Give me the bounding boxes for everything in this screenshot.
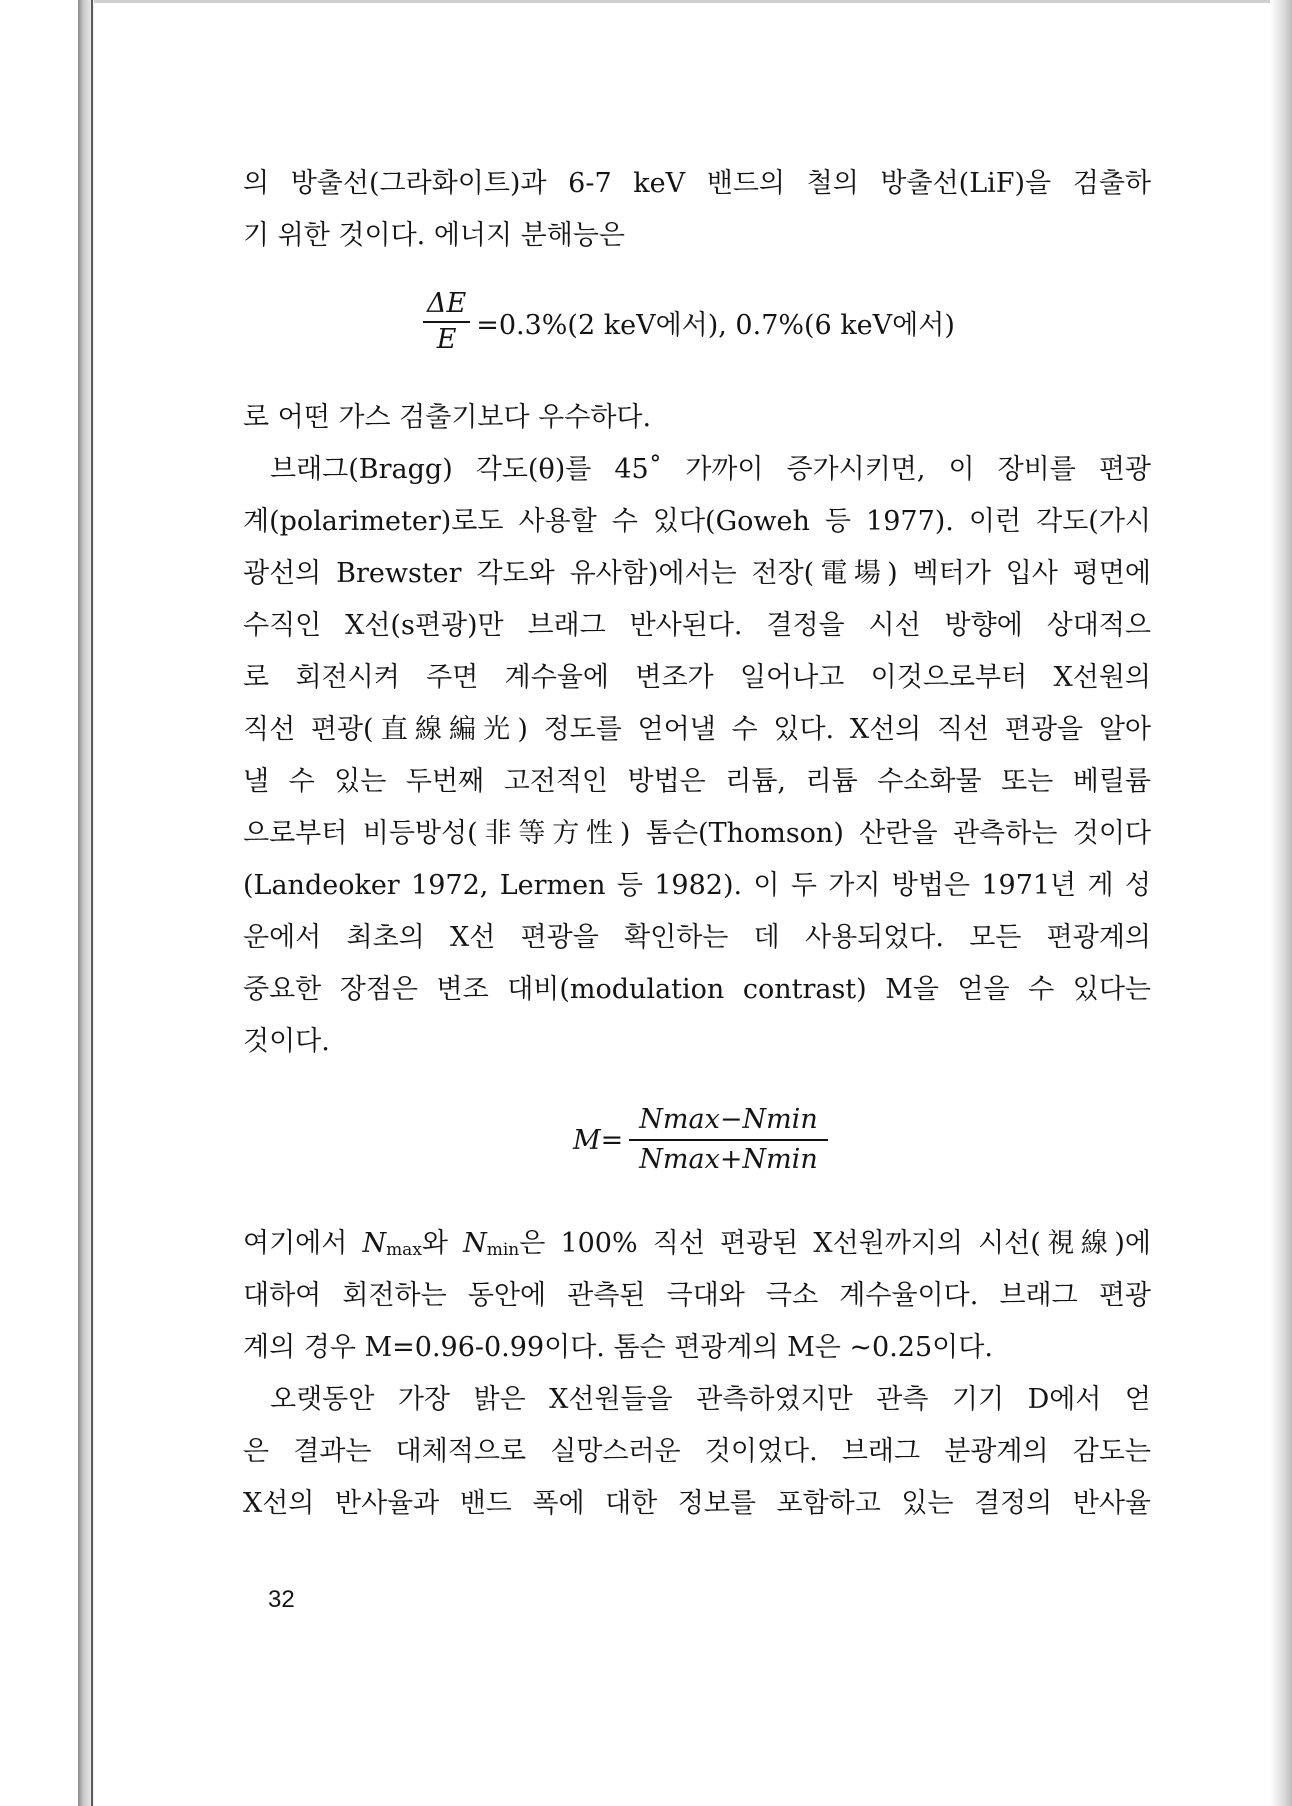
fraction-denominator: E	[436, 324, 457, 355]
fraction-delta-e-over-e	[423, 287, 470, 357]
text-line: 수직인 X선(s편광)만 브래그 반사된다. 결정을 시선 방향에 상대적으	[243, 610, 1151, 641]
text-fragment: 은 100% 직선 편광된 X선원까지의 시선(視線)에	[519, 1228, 1151, 1259]
text-fragment: 여기에서	[243, 1228, 348, 1259]
page-body	[243, 158, 1151, 1530]
text-line: 계(polarimeter)로도 사용할 수 있다(Goweh 등 1977). 이런 각도(가시	[243, 506, 1151, 537]
text-line: 직선 편광(直線編光) 정도를 얻어낼 수 있다. X선의 직선 편광을 알아	[243, 714, 1151, 745]
text-line: 브래그(Bragg) 각도(θ)를 45˚ 가까이 증가시키면, 이 장비를 편광	[270, 454, 1151, 485]
fraction-denominator: Nmax+Nmin	[639, 1144, 818, 1175]
text-line: 것이다.	[243, 1026, 330, 1057]
energy-resolution-formula	[243, 278, 1151, 370]
n-max-symbol: Nmax	[362, 1228, 422, 1260]
text-line: X선의 반사율과 밴드 폭에 대한 정보를 포함하고 있는 결정의 반사율	[243, 1488, 1151, 1519]
text-line: 운에서 최초의 X선 편광을 확인하는 데 사용되었다. 모든 편광계의	[243, 922, 1151, 953]
text-line: 낼 수 있는 두번째 고전적인 방법은 리튬, 리튬 수소화물 또는 베릴륨	[243, 766, 1151, 797]
text-line	[243, 1218, 1151, 1270]
text-line: 계의 경우 M=0.96-0.99이다. 톰슨 편광계의 M은 ~0.25이다.	[243, 1332, 993, 1363]
text-line: 로 어떤 가스 검출기보다 우수하다.	[243, 402, 652, 433]
subscript: max	[386, 1240, 422, 1260]
text-line: 기 위한 것이다. 에너지 분해능은	[243, 220, 625, 251]
text-line: 대하여 회전하는 동안에 관측된 극대와 극소 계수율이다. 브래그 편광	[243, 1280, 1151, 1311]
fraction-nmax-nmin	[629, 1101, 827, 1179]
fraction-numerator: Nmax−Nmin	[639, 1104, 818, 1135]
text-line: 로 회전시켜 주면 계수율에 변조가 일어나고 이것으로부터 X선원의	[243, 662, 1151, 693]
formula-lhs: M=	[573, 1124, 624, 1156]
page-left-edge	[91, 0, 93, 1806]
text-line: 오랫동안 가장 밝은 X선원들을 관측하였지만 관측 기기 D에서 얻	[270, 1384, 1151, 1415]
text-fragment: 와	[421, 1228, 448, 1259]
page-right-shadow	[1270, 0, 1292, 1806]
text-line: 중요한 장점은 변조 대비(modulation contrast) M을 얻을 수 있다는	[243, 974, 1151, 1005]
subscript: min	[486, 1240, 520, 1260]
fraction-numerator: ΔE	[427, 288, 467, 319]
formula-rhs: =0.3%(2 keV에서), 0.7%(6 keV에서)	[476, 309, 955, 341]
text-line: 으로부터 비등방성(非等方性) 톰슨(Thomson) 산란을 관측하는 것이다	[243, 818, 1151, 849]
page-number: 32	[268, 1586, 295, 1613]
text-line: 광선의 Brewster 각도와 유사함)에서는 전장(電場) 벡터가 입사 평면에	[243, 558, 1151, 589]
n-min-symbol: Nmin	[463, 1228, 520, 1260]
text-line: 의 방출선(그라화이트)과 6-7 keV 밴드의 철의 방출선(LiF)을 검출하	[243, 168, 1151, 199]
text-line: 은 결과는 대체적으로 실망스러운 것이었다. 브래그 분광계의 감도는	[243, 1436, 1151, 1467]
text-line: (Landeoker 1972, Lermen 등 1982). 이 두 가지 방법은 1971년 게 성	[243, 870, 1151, 901]
page-top-edge	[85, 0, 1270, 3]
modulation-contrast-formula	[243, 1090, 1151, 1190]
